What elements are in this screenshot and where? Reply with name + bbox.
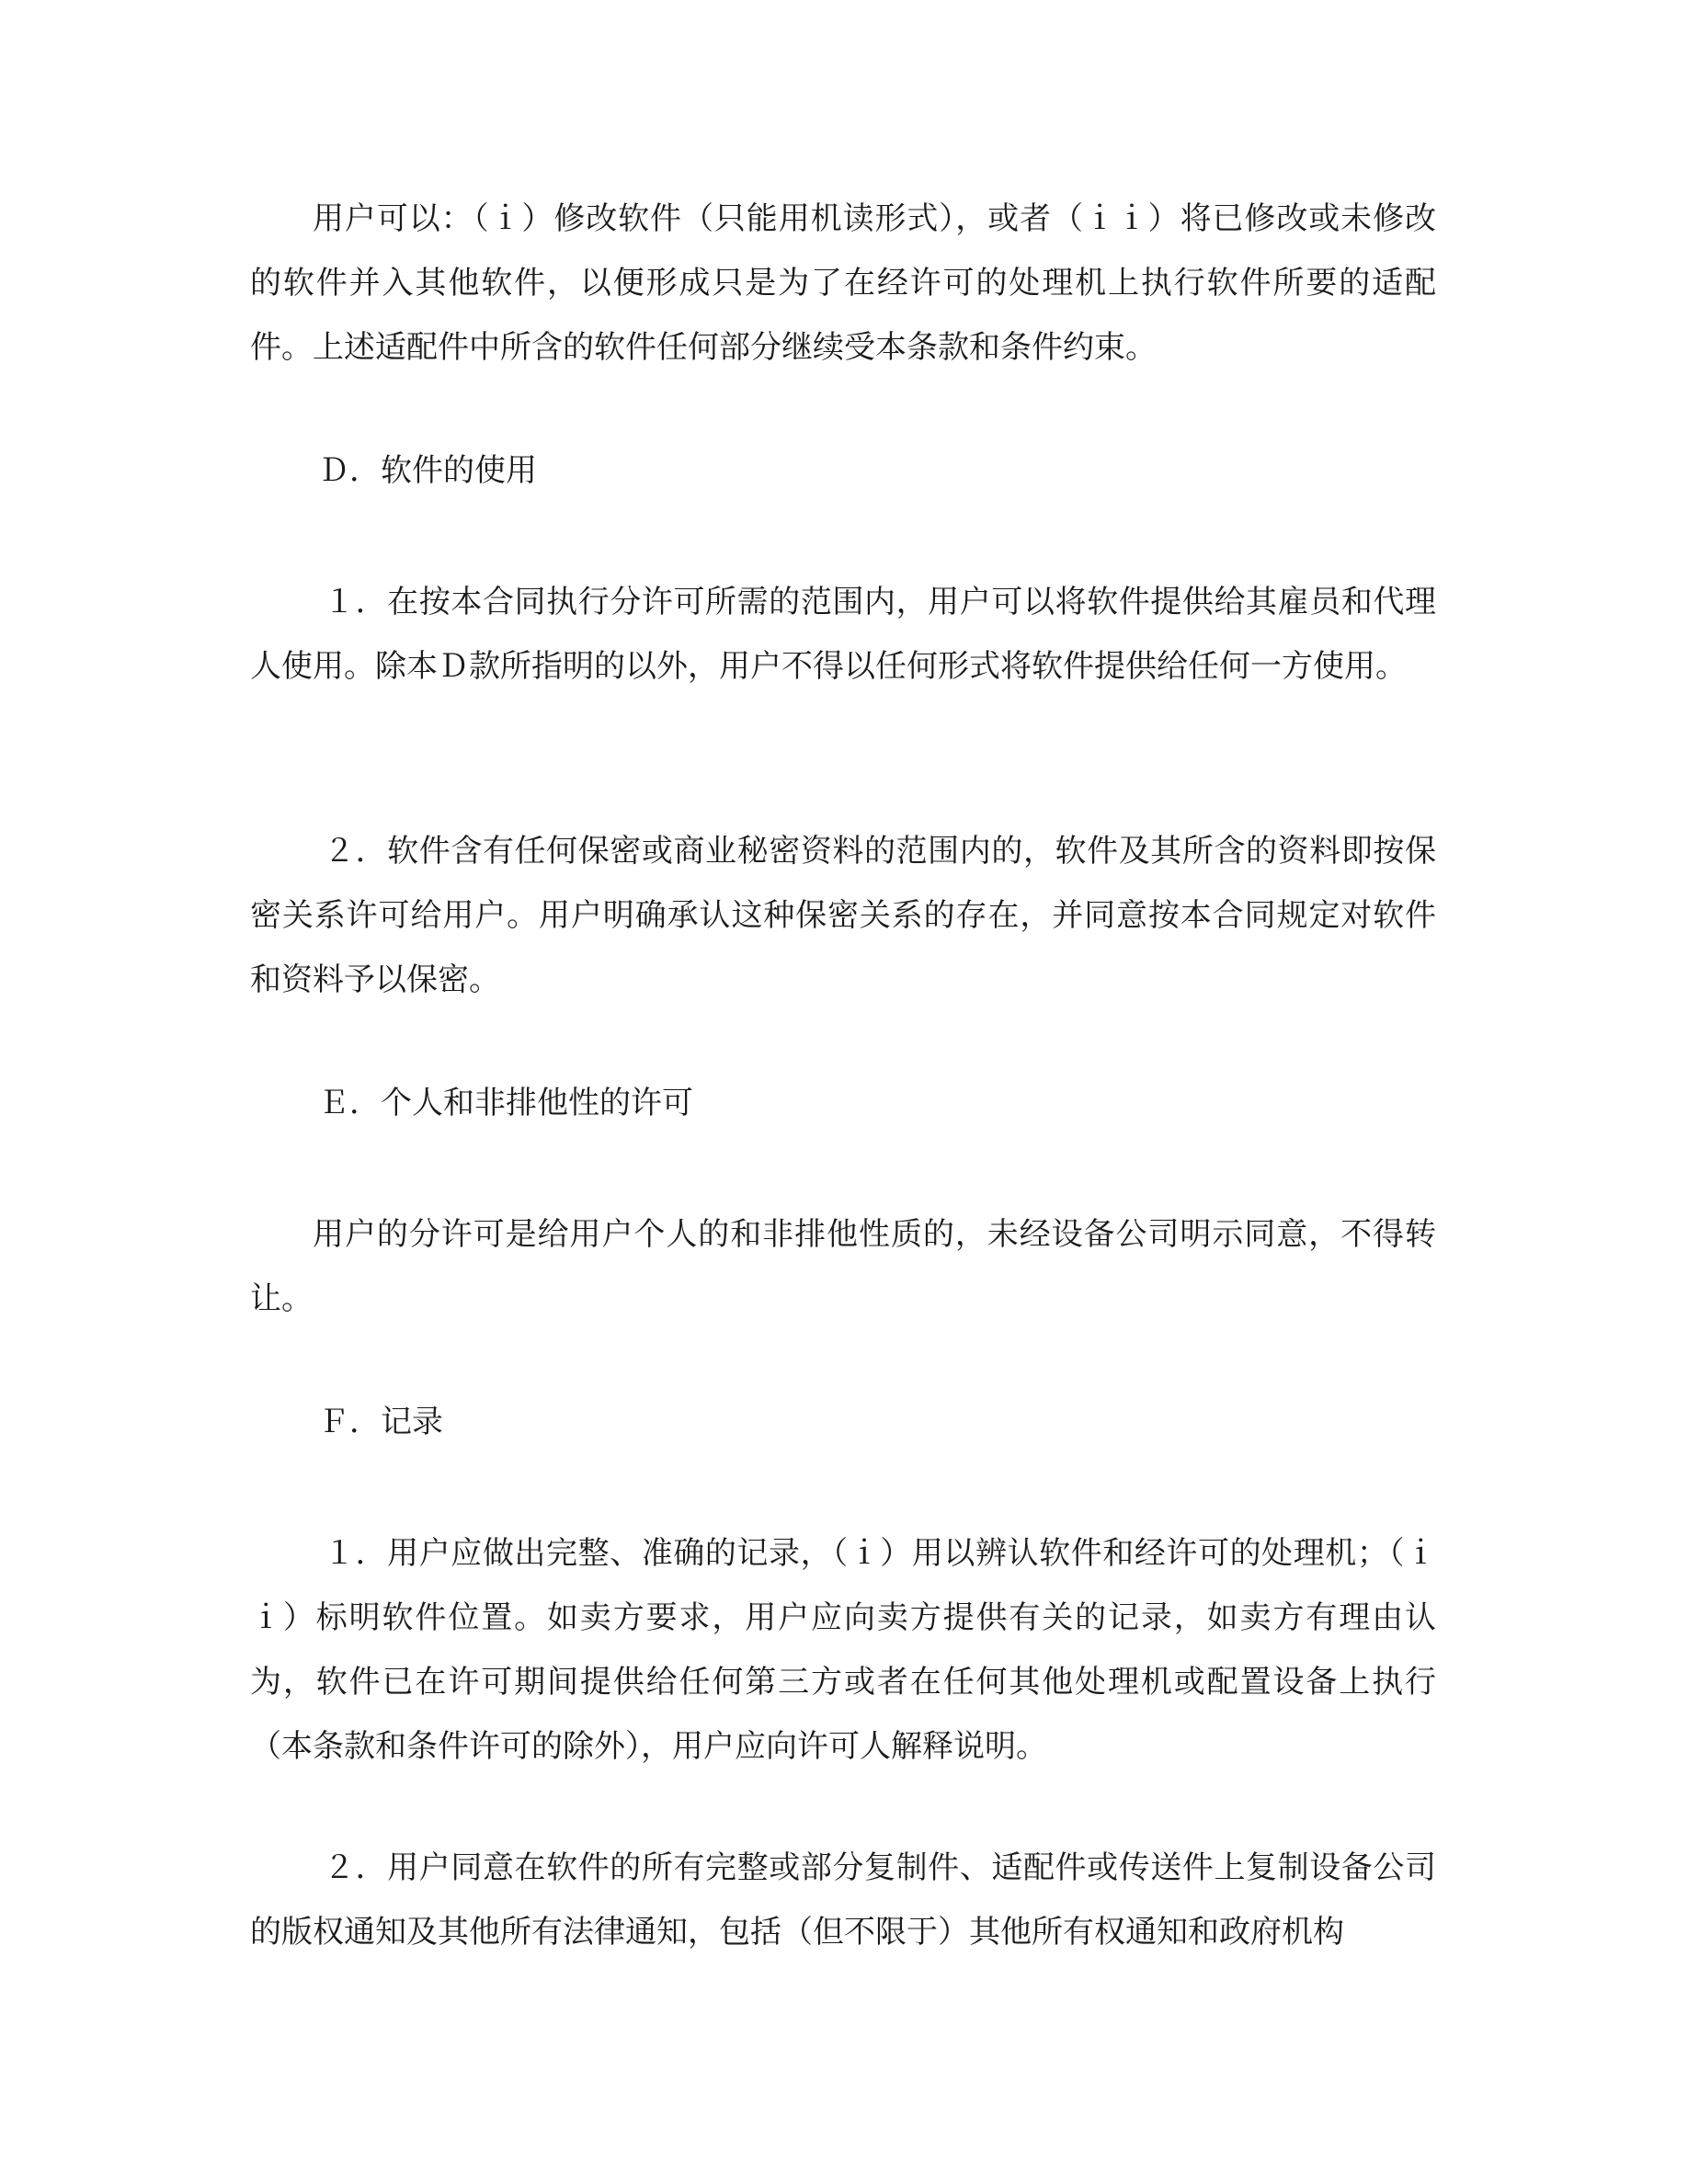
paragraph-f-2: ２．用户同意在软件的所有完整或部分复制件、适配件或传送件上复制设备公司的版权通知及其他所有法律通知，包括（但不限于）其他所有权通知和政府机构	[250, 1849, 1436, 1951]
section-heading-f: Ｆ．记录	[318, 1404, 443, 1440]
paragraph-f-1: １．用户应做出完整、准确的记录，（ｉ）用以辨认软件和经许可的处理机；（ｉｉ）标明软件位置。如卖方要求，用户应向卖方提供有关的记录，如卖方有理由认为，软件已在许可期间提供给任何第三方或者在任何其他处理机或配置设备上执行（本条款和条件许可的除外），用户应向许可人解释说明。	[250, 1535, 1436, 1765]
paragraph-d-2: ２．软件含有任何保密或商业秘密资料的范围内的，软件及其所含的资料即按保密关系许可给用户。用户明确承认这种保密关系的存在，并同意按本合同规定对软件和资料予以保密。	[250, 833, 1436, 998]
paragraph-d-1: １．在按本合同执行分许可所需的范围内，用户可以将软件提供给其雇员和代理人使用。除本Ｄ款所指明的以外，用户不得以任何形式将软件提供给任何一方使用。	[250, 584, 1436, 685]
paragraph-user-may-modify: 用户可以：（ｉ）修改软件（只能用机读形式），或者（ｉｉ）将已修改或未修改的软件并入其他软件，以便形成只是为了在经许可的处理机上执行软件所要的适配件。上述适配件中所含的软件任何部分继续受本条款和条件约束。	[250, 200, 1436, 366]
section-heading-d: Ｄ．软件的使用	[318, 452, 537, 489]
paragraph-e: 用户的分许可是给用户个人的和非排他性质的，未经设备公司明示同意，不得转让。	[250, 1216, 1436, 1317]
section-heading-e: Ｅ．个人和非排他性的许可	[318, 1085, 693, 1121]
